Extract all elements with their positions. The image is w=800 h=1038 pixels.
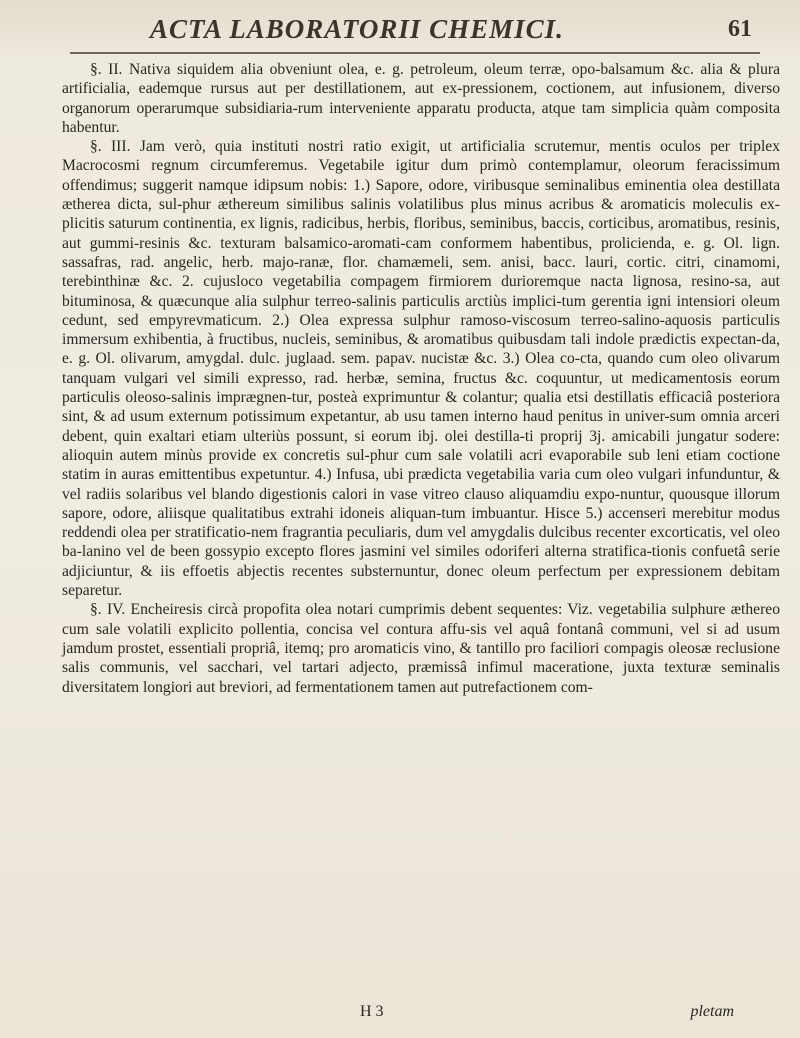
running-head: ACTA LABORATORII CHEMICI. [150,14,564,44]
paragraph-section-3: §. III. Jam verò, quia instituti nostri ratio exigit, ut artificialia scrutemur, mentis oculos per triplex Macrocosmi regnum circumferemus. Vegetabile igitur dum primò contemplamur, oleorum feracissimum offendimus; suggerit namque idipsum nobis: 1.) Sapore, odore, viribusque seminalibus eminentia olea destillata ætherea dicta, sul-phur æthereum similibus salinis volatilibus plus minus acribus & aromaticis moleculis ex-plicitis saturum continentia, ex lignis, radicibus, herbis, floribus, seminibus, baccis, corticibus, aromatibus, resinis, aut gummi-resinis &c. texturam balsamico-aromati-cam conformem habentibus, prolicienda, e. g. Ol. lign. sassafras, rad. angelic, herb. majo-ranæ, flor. chamæmeli, sem. anisi, bacc. lauri, cortic. citri, cinamomi, terebinthinæ &c. 2. cujusloco vegetabilia compagem firmiorem durioremque nacta lignosa, resino-sa, aut bituminosa, & quæcunque alia sulphur terreo-salinis particulis arctiùs implici-tum gerentia igni intensiori oleum cedunt, sed empyrevmaticum. 2.) Olea expressa sulphur ramoso-viscosum terreo-salino-aquosis particulis immersum exhibentia, à fructibus, nucleis, seminibus, & aromatibus quibusdam tali indole prædictis expectan-da, e. g. Ol. olivarum, amygdal. dulc. juglaad. sem. papav. nucistæ &c. 3.) Olea co-cta, quando cum oleo olivarum tanquam vulgari vel simili expresso, rad. herbæ, semina, fructus &c. coquuntur, ut medicamentosis eorum particulis oleoso-salinis imprægnen-tur, posteà exprimuntur & colantur; qualia etsi destillatis efficaciâ posteriora sint, & ad usum externum potissimum expetantur, ab usu tamen interno haud penitus in univer-sum omnia arceri debent, quin exaltari etiam ulteriùs possunt, si eorum ibj. olei destilla-ti proprij 3j. amicabili jungatur sodere: alioquin autem minùs provide ex concretis sul-phur cum sale volatili acri evaporabile sub leni etiam coctione statim in auras emittentibus expetuntur. 4.) Infusa, ubi prædicta vegetabilia varia cum oleo vulgari infunduntur, & vel radiis solaribus vel blando digestionis calori in vase vitreo clauso aliquamdiu expo-nuntur, quousque illorum sapore, odore, aliisque qualitatibus extrahi idoneis aliquan-tum imbuantur. Hisce 5.) accenseri merebitur modus reddendi olea per stratificatio-nem fragrantia peculiaris, dum vel amygdalis dulcibus recenter excorticatis, vel oleo ba-lanino vel de been gossypio excepto flores jasmini vel similes odoriferi alterna stratifica-tionis confuetâ serie adjiciuntur, & iis effoetis abjectis recentes substernuntur, donec oleum perfectum per expressionem debitam separetur. [62,138,780,600]
catchword: pletam [690,1003,734,1020]
paragraph-section-2: §. II. Nativa siquidem alia obveniunt olea, e. g. petroleum, oleum terræ, opo-balsamum &c. alia & plura artificialia, eademque rursus aut per destillationem, aut ex-pressionem, coctionem, aut infusionem, diverso organorum operarumque subsidiaria-rum interveniente apparatu producta, atque tam simplicia quàm composita habentur. [62,61,780,136]
paragraph-section-4: §. IV. Encheiresis circà propofita olea notari cumprimis debent sequentes: Viz. vegetabilia sulphure æthereo cum sale volatili explicito pollentia, concisa vel contura affu-sis vel aquâ fontanâ communi, vel si ad usum jamdum prostet, essentiali propriâ, itemq; pro aromaticis vino, & tantillo pro faciliori compagis oleosæ reclusione salis communis, vel sacchari, vel tartari adjecto, præmissâ infimul maceratione, juxta texturæ seminalis diversitatem longiori aut breviori, ad fermentationem tamen aut putrefactionem com- [62,601,780,696]
page-header [70,14,760,48]
body-text [62,60,780,697]
signature-mark: H 3 [360,1003,384,1020]
header-rule [70,52,760,54]
page-number: 61 [728,16,752,42]
